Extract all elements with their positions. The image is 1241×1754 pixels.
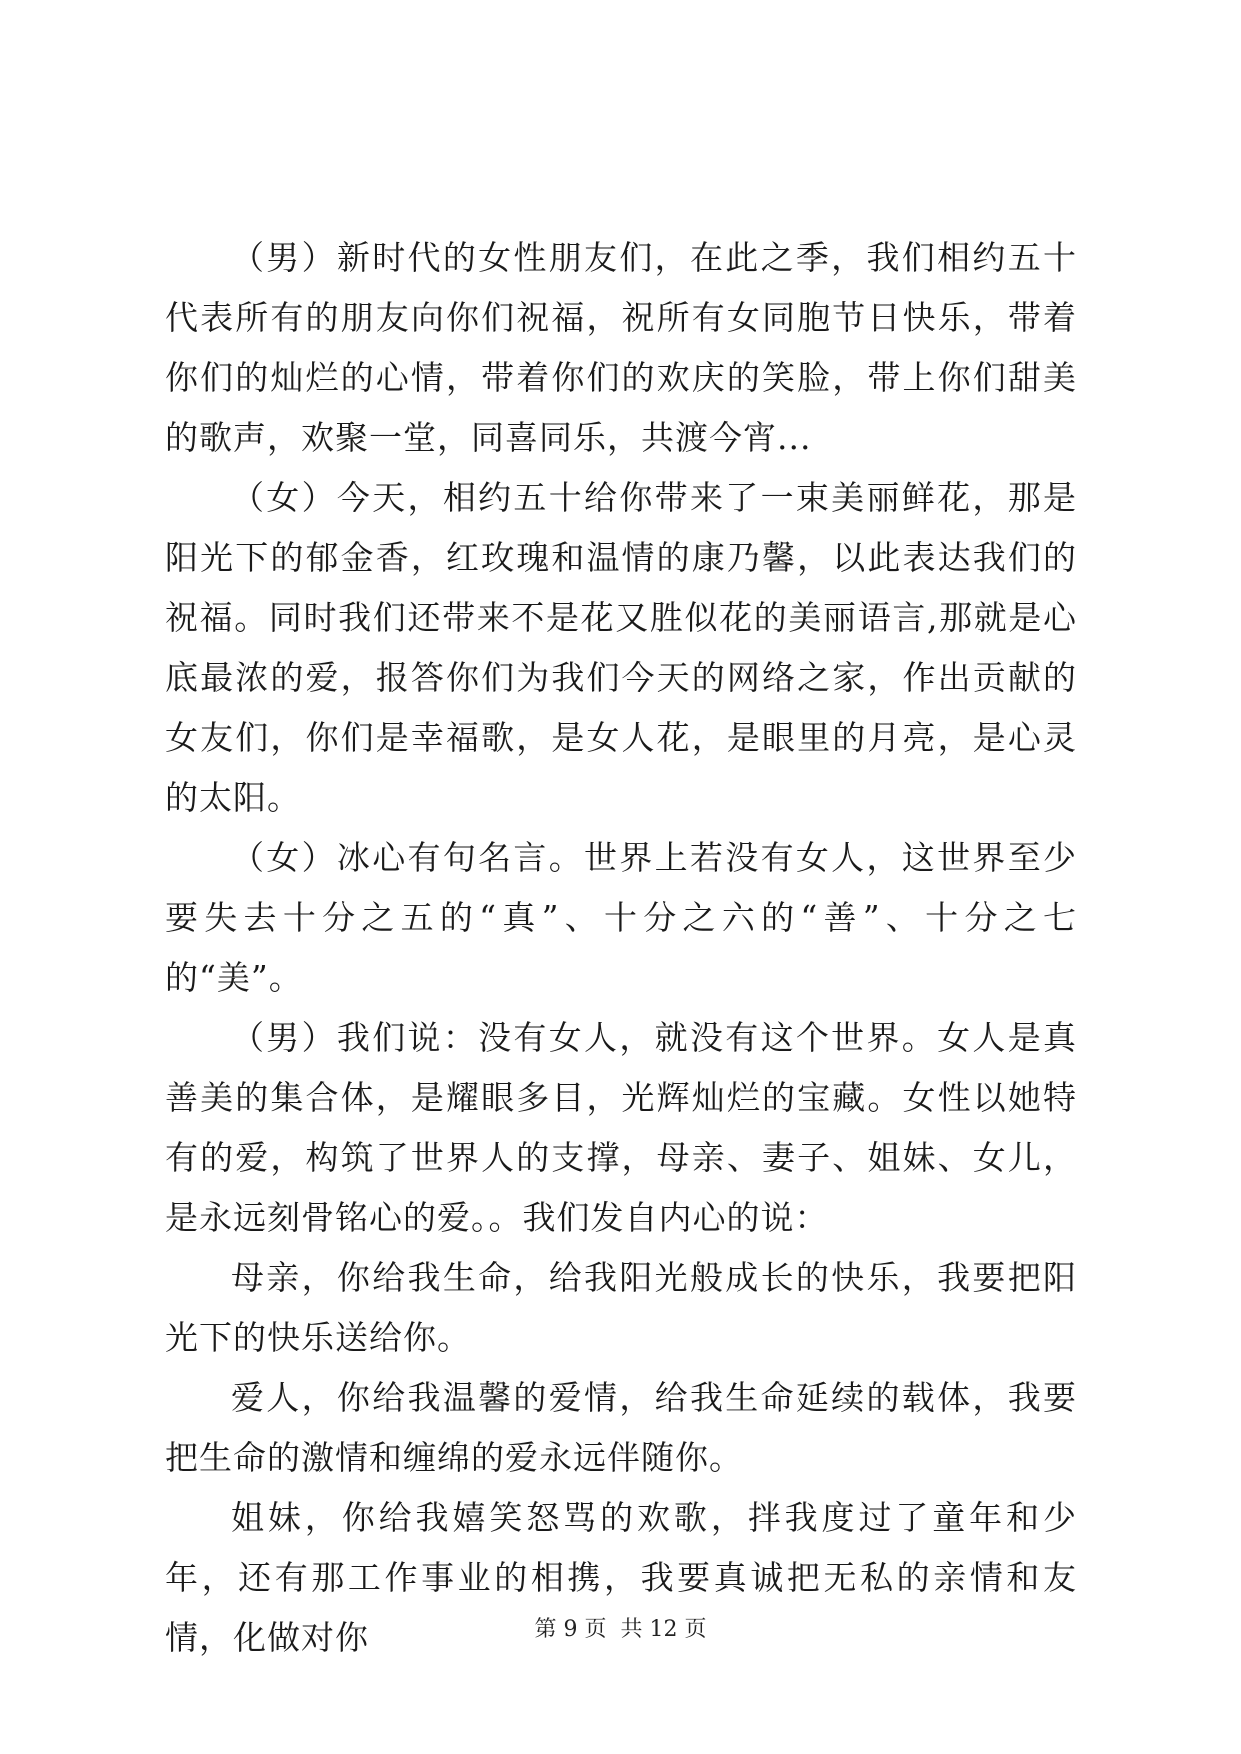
paragraph-4: （男）我们说：没有女人，就没有这个世界。女人是真善美的集合体，是耀眼多目，光辉灿烂的宝藏。女性以她特有的爱，构筑了世界人的支撑，母亲、妻子、姐妹、女儿，是永远刻骨铭心的爱。。我们发自内心的说： [165, 1018, 1077, 1237]
document-body [165, 228, 1077, 1668]
page-footer [0, 1612, 1241, 1643]
paragraph-1: （男）新时代的女性朋友们，在此之季，我们相约五十代表所有的朋友向你们祝福，祝所有女同胞节日快乐，带着你们的灿烂的心情，带着你们的欢庆的笑脸，带上你们甜美的歌声，欢聚一堂，同喜同乐，共渡今宵... [165, 238, 1077, 457]
paragraph-5: 母亲，你给我生命，给我阳光般成长的快乐，我要把阳光下的快乐送给你。 [165, 1258, 1077, 1357]
paragraph-7: 姐妹，你给我嬉笑怒骂的欢歌，拌我度过了童年和少年，还有那工作事业的相携，我要真诚把无私的亲情和友情，化做对你 [165, 1498, 1077, 1657]
page-number: 第 9 页 共 12 页 [534, 1617, 707, 1642]
paragraph-2: （女）今天，相约五十给你带来了一束美丽鲜花，那是阳光下的郁金香，红玫瑰和温情的康乃馨，以此表达我们的祝福。同时我们还带来不是花又胜似花的美丽语言,那就是心底最浓的爱，报答你们为我们今天的网络之家，作出贡献的女友们，你们是幸福歌，是女人花，是眼里的月亮，是心灵的太阳。 [165, 478, 1077, 817]
paragraph-3: （女）冰心有句名言。世界上若没有女人，这世界至少要失去十分之五的“真”、十分之六的“善”、十分之七的“美”。 [165, 838, 1077, 997]
paragraph-6: 爱人，你给我温馨的爱情，给我生命延续的载体，我要把生命的激情和缠绵的爱永远伴随你。 [165, 1378, 1077, 1477]
